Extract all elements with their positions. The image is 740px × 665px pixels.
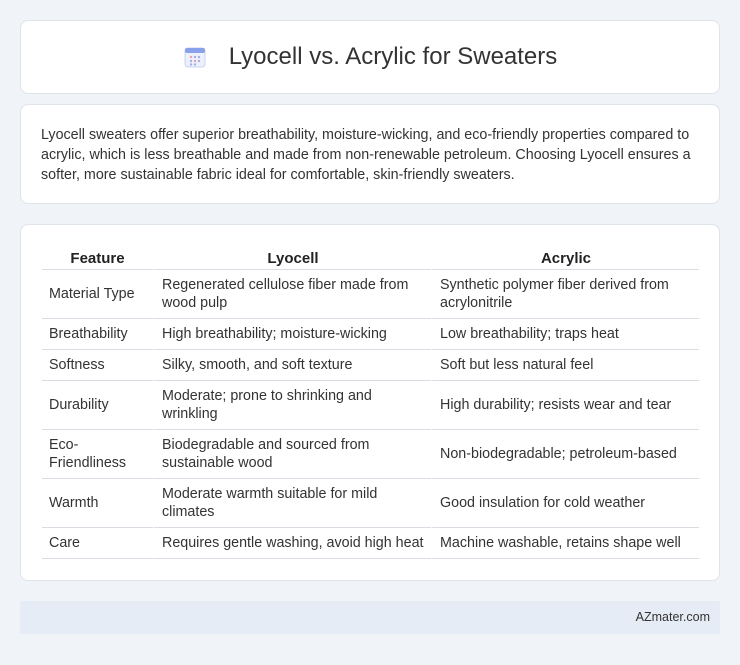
header-lyocell: Lyocell (153, 245, 431, 270)
cell-lyocell: Moderate; prone to shrinking and wrinkling (153, 381, 431, 430)
cell-acrylic: Machine washable, retains shape well (431, 528, 699, 559)
cell-acrylic: Low breathability; traps heat (431, 319, 699, 350)
cell-lyocell: Regenerated cellulose fiber made from wood pulp (153, 270, 431, 319)
cell-acrylic: Soft but less natural feel (431, 350, 699, 381)
cell-feature: Breathability (42, 319, 153, 350)
table-row (42, 479, 699, 528)
header-acrylic: Acrylic (431, 245, 699, 270)
header-feature: Feature (42, 245, 153, 270)
table-row (42, 381, 699, 430)
page-title: Lyocell vs. Acrylic for Sweaters (228, 43, 558, 70)
table-row (42, 350, 699, 381)
cell-acrylic: Non-biodegradable; petroleum-based (431, 430, 699, 479)
intro-text: Lyocell sweaters offer superior breathability, moisture-wicking, and eco-friendly properties compared to acrylic, which is less breathable and made from non-renewable petroleum. Choosing Lyocell ensures a softer, more sustainable fabric ideal for comfortable, skin-friendly sweaters. (41, 127, 691, 183)
cell-acrylic: High durability; resists wear and tear (431, 381, 699, 430)
table-row (42, 319, 699, 350)
cell-feature: Care (42, 528, 153, 559)
title-card (20, 20, 720, 94)
cell-feature: Eco-Friendliness (42, 430, 153, 479)
cell-feature: Warmth (42, 479, 153, 528)
table-row (42, 430, 699, 479)
cell-acrylic: Good insulation for cold weather (431, 479, 699, 528)
cell-feature: Material Type (42, 270, 153, 319)
cell-lyocell: Silky, smooth, and soft texture (153, 350, 431, 381)
cell-lyocell: High breathability; moisture-wicking (153, 319, 431, 350)
cell-lyocell: Requires gentle washing, avoid high heat (153, 528, 431, 559)
intro-card (20, 104, 720, 204)
footer-bar (20, 601, 720, 634)
cell-feature: Durability (42, 381, 153, 430)
cell-lyocell: Biodegradable and sourced from sustainable wood (153, 430, 431, 479)
table-row (42, 270, 699, 319)
cell-acrylic: Synthetic polymer fiber derived from acrylonitrile (431, 270, 699, 319)
calendar-icon (183, 45, 207, 69)
cell-feature: Softness (42, 350, 153, 381)
table-header-row (42, 245, 699, 270)
footer-brand-link[interactable]: AZmater.com (635, 610, 710, 624)
cell-lyocell: Moderate warmth suitable for mild climates (153, 479, 431, 528)
comparison-table-card (20, 224, 720, 581)
table-row (42, 528, 699, 559)
comparison-table (42, 245, 699, 559)
